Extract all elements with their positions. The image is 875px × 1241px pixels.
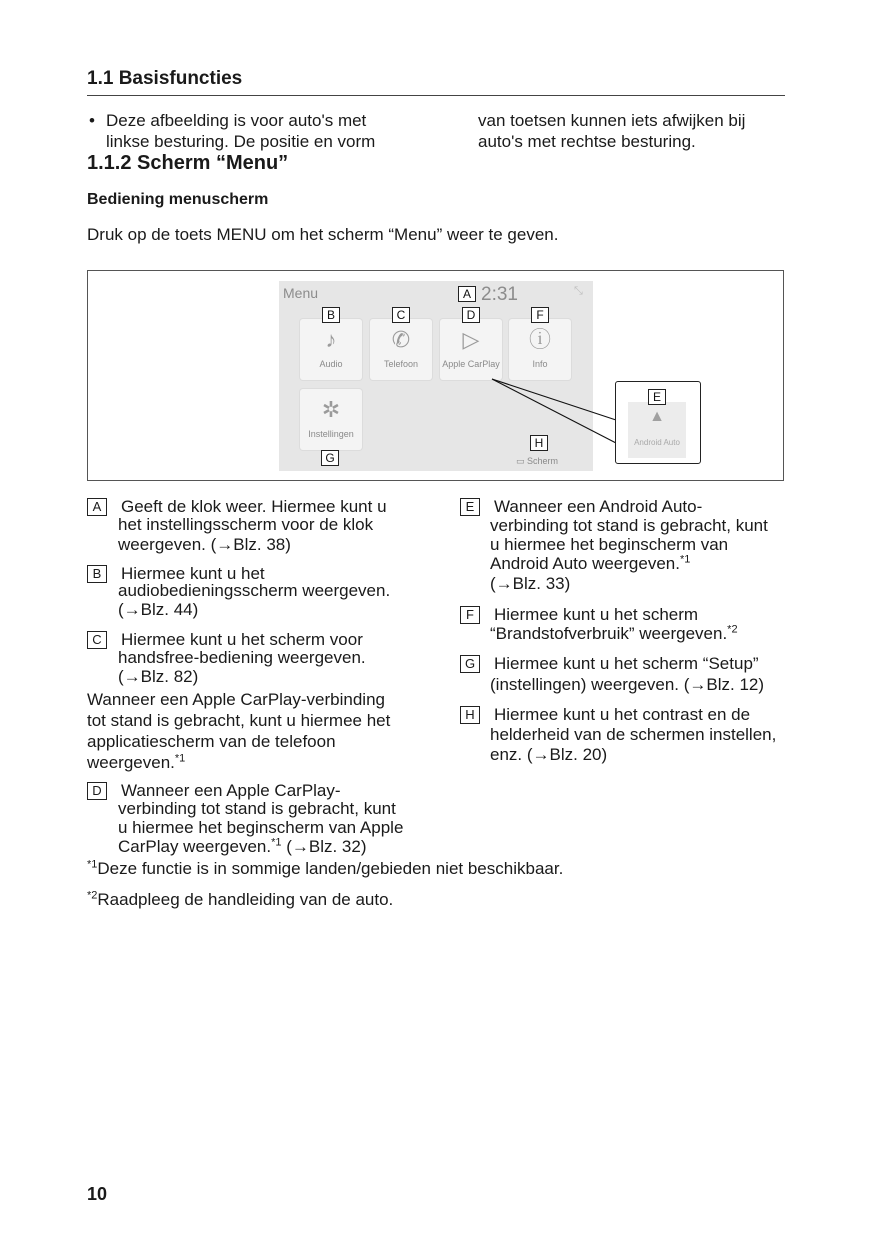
legend-e-line4 bbox=[490, 553, 690, 574]
legend-e-line2: verbinding tot stand is gebracht, kunt bbox=[490, 516, 768, 535]
intro-text-col2-line2: auto's met rechtse besturing. bbox=[478, 132, 696, 151]
legend-h-line2: helderheid van de schermen instellen, bbox=[490, 725, 777, 744]
intro-text-col2-line1: van toetsen kunnen iets afwijken bij bbox=[478, 111, 746, 130]
display-icon: ▭ bbox=[516, 456, 528, 466]
info-tile-label: Info bbox=[532, 359, 548, 369]
footnote-ref: *2 bbox=[727, 623, 738, 636]
legend-tag-g: G bbox=[460, 655, 480, 673]
scherm-label: Scherm bbox=[527, 456, 559, 466]
callout-line-top bbox=[492, 379, 616, 420]
tag-e: E bbox=[648, 389, 666, 405]
legend-c-line3: (→Blz. 82) bbox=[118, 667, 199, 686]
footnote-1-mark: *1 bbox=[87, 858, 98, 871]
footnote-1-text: Deze functie is in sommige landen/gebieden niet beschikbaar. bbox=[97, 859, 564, 878]
legend-d-line4-text: CarPlay weergeven. bbox=[118, 837, 272, 856]
footnote-2 bbox=[87, 889, 393, 910]
android-auto-tile-label: Android Auto bbox=[634, 438, 680, 447]
footnote-ref: *1 bbox=[679, 553, 691, 566]
info-icon: ⓘ bbox=[528, 327, 551, 352]
music-note-icon: ♪ bbox=[325, 327, 337, 352]
legend-e-line5: (→Blz. 33) bbox=[490, 574, 571, 593]
android-auto-icon: ▲ bbox=[649, 408, 665, 425]
gear-icon: ✲ bbox=[321, 397, 341, 422]
legend-a-line1: Geeft de klok weer. Hiermee kunt u bbox=[121, 497, 387, 516]
tag-a: A bbox=[458, 286, 476, 302]
legend-e-line1: Wanneer een Android Auto- bbox=[494, 497, 703, 516]
apple-carplay-tile-label: Apple CarPlay bbox=[442, 359, 500, 369]
clock-display: 2:31 bbox=[481, 284, 518, 305]
footnote-ref: *1 bbox=[174, 752, 186, 765]
legend-e-line4-text: Android Auto weergeven. bbox=[490, 554, 680, 573]
carplay-note-line3: applicatiescherm van de telefoon bbox=[87, 732, 336, 751]
legend-d-line4 bbox=[118, 836, 367, 857]
subsection-title: 1.1.2 Scherm “Menu” bbox=[87, 152, 289, 174]
legend-b-line2: audiobedieningsscherm weergeven. bbox=[118, 581, 391, 600]
legend-d-page-ref: (→Blz. 32) bbox=[281, 837, 367, 856]
footnote-2-text: Raadpleeg de handleiding van de auto. bbox=[97, 890, 394, 909]
intro-text-col1-line2: linkse besturing. De positie en vorm bbox=[106, 132, 376, 151]
footnote-2-mark: *2 bbox=[87, 889, 98, 902]
section-header: 1.1 Basisfuncties bbox=[87, 68, 243, 89]
footnote-1 bbox=[87, 858, 563, 879]
carplay-note-line4-text: weergeven. bbox=[87, 753, 175, 772]
legend-tag-e: E bbox=[460, 498, 480, 516]
callout-line-bottom bbox=[492, 379, 616, 443]
carplay-play-icon: ▷ bbox=[462, 327, 480, 352]
legend-a-line3: weergeven. (→Blz. 38) bbox=[118, 535, 291, 554]
legend-h-line3: enz. (→Blz. 20) bbox=[490, 745, 608, 764]
legend-c-line1: Hiermee kunt u het scherm voor bbox=[121, 630, 363, 649]
carplay-note-line1: Wanneer een Apple CarPlay-verbinding bbox=[87, 690, 385, 709]
legend-c-line2: handsfree-bediening weergeven. bbox=[118, 648, 366, 667]
legend-f-line1: Hiermee kunt u het scherm bbox=[494, 605, 699, 624]
legend-d-line1: Wanneer een Apple CarPlay- bbox=[121, 781, 341, 800]
procedure-instruction: Druk op de toets MENU om het scherm “Menu” weer te geven. bbox=[87, 225, 559, 244]
legend-tag-h: H bbox=[460, 706, 480, 724]
legend-tag-c: C bbox=[87, 631, 107, 649]
legend-tag-a: A bbox=[87, 498, 107, 516]
legend-tag-d: D bbox=[87, 782, 107, 800]
audio-tile-label: Audio bbox=[319, 359, 343, 369]
legend-b-line3: (→Blz. 44) bbox=[118, 600, 199, 619]
intro-text-col1-line1: Deze afbeelding is voor auto's met bbox=[106, 111, 367, 130]
legend-f-line2 bbox=[490, 623, 738, 644]
legend-d-line3: u hiermee het beginscherm van Apple bbox=[118, 818, 404, 837]
page-number: 10 bbox=[87, 1184, 108, 1204]
tag-h: H bbox=[530, 435, 548, 451]
android-auto-tile[interactable] bbox=[628, 402, 686, 458]
legend-a-line2: het instellingsscherm voor de klok bbox=[118, 515, 374, 534]
legend-g-line2: (instellingen) weergeven. (→Blz. 12) bbox=[490, 675, 765, 694]
instellingen-tile-label: Instellingen bbox=[308, 429, 354, 439]
legend-d-line2: verbinding tot stand is gebracht, kunt bbox=[118, 799, 396, 818]
tag-g: G bbox=[321, 450, 339, 466]
telefoon-tile-label: Telefoon bbox=[383, 359, 419, 369]
resize-icon: ⤡ bbox=[574, 285, 583, 297]
tag-c: C bbox=[392, 307, 410, 323]
legend-tag-b: B bbox=[87, 565, 107, 583]
footnote-ref: *1 bbox=[271, 836, 282, 849]
legend-g-line1: Hiermee kunt u het scherm “Setup” bbox=[494, 654, 759, 673]
legend-b-line1: Hiermee kunt u het bbox=[121, 564, 265, 583]
carplay-note-line4 bbox=[87, 752, 185, 773]
legend-tag-f: F bbox=[460, 606, 480, 624]
bullet-marker: • bbox=[89, 111, 95, 130]
phone-icon: ✆ bbox=[391, 327, 411, 352]
carplay-note-line2: tot stand is gebracht, kunt u hiermee het bbox=[87, 711, 391, 730]
legend-h-line1: Hiermee kunt u het contrast en de bbox=[494, 705, 751, 724]
legend-e-line3: u hiermee het beginscherm van bbox=[490, 535, 729, 554]
procedure-title: Bediening menuscherm bbox=[87, 191, 269, 208]
menu-screen-title: Menu bbox=[283, 285, 319, 301]
tag-d: D bbox=[462, 307, 480, 323]
legend-f-line2-text: “Brandstofverbruik” weergeven. bbox=[490, 624, 728, 643]
tag-b: B bbox=[322, 307, 340, 323]
tag-f: F bbox=[531, 307, 549, 323]
